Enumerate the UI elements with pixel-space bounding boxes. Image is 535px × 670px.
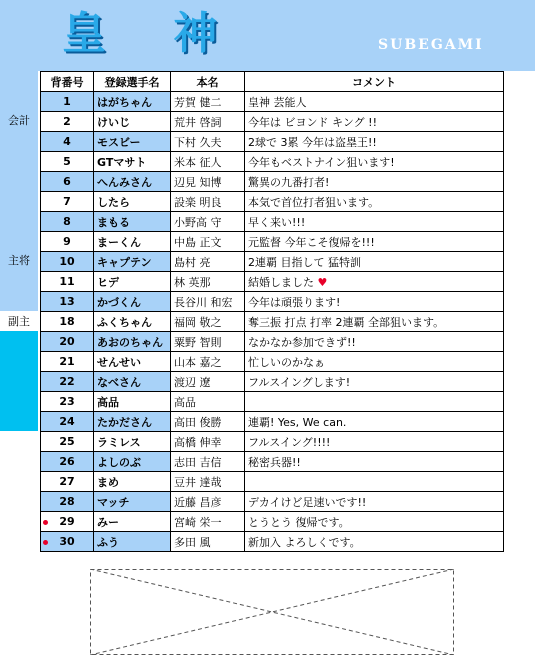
cell-number: 4: [41, 132, 94, 152]
cell-name: 粟野 智則: [171, 332, 245, 352]
table-row: [41, 492, 504, 512]
cell-number: 11: [41, 272, 94, 292]
cell-number: 25: [41, 432, 94, 452]
cell-name: 長谷川 和宏: [171, 292, 245, 312]
table-row: [41, 472, 504, 492]
cell-nick: 高品: [94, 392, 171, 412]
cell-name: 小野高 守: [171, 212, 245, 232]
header-number: 背番号: [41, 72, 94, 92]
cell-number: 6: [41, 172, 94, 192]
role-kaikei: 会計: [8, 114, 30, 127]
table-row: [41, 332, 504, 352]
cell-number: 13: [41, 292, 94, 312]
cell-name: 高品: [171, 392, 245, 412]
cell-name: 米本 征人: [171, 152, 245, 172]
cell-number: 1: [41, 92, 94, 112]
cell-name: 島村 亮: [171, 252, 245, 272]
cell-comment: 今年は頑張ります!: [245, 292, 504, 312]
cell-comment: 2連覇 目指して 猛特訓: [245, 252, 504, 272]
cell-number: 24: [41, 412, 94, 432]
cell-name: 林 英那: [171, 272, 245, 292]
cell-comment: [245, 472, 504, 492]
cell-number: 26: [41, 452, 94, 472]
cell-number: 21: [41, 352, 94, 372]
page-title: 皇 神: [62, 8, 244, 59]
table-row: [41, 352, 504, 372]
cell-nick: したら: [94, 192, 171, 212]
cell-comment: 連覇! Yes, We can.: [245, 412, 504, 432]
header-nick: 登録選手名: [94, 72, 171, 92]
cell-nick: せんせい: [94, 352, 171, 372]
cell-comment: デカイけど足速いです!!: [245, 492, 504, 512]
table-row: [41, 532, 504, 552]
page-subtitle: SUBEGAMI: [378, 37, 484, 53]
cell-comment: 今年は ビヨンド キング !!: [245, 112, 504, 132]
table-row: [41, 412, 504, 432]
header-comment: コメント: [245, 72, 504, 92]
cell-number: 29: [41, 512, 94, 532]
table-row: [41, 152, 504, 172]
table-row: [41, 192, 504, 212]
red-dot-icon: [43, 520, 48, 525]
cell-nick: なべさん: [94, 372, 171, 392]
cell-comment: 本気で首位打者狙います。: [245, 192, 504, 212]
broken-image-icon: [90, 569, 454, 655]
cell-nick: ヒデ: [94, 272, 171, 292]
cell-nick: ふう: [94, 532, 171, 552]
cell-comment: 2球で 3累 今年は盗塁王!!: [245, 132, 504, 152]
role-shusho: 主将: [8, 254, 30, 267]
role-fukushu: 副主: [8, 315, 30, 328]
table-row: [41, 432, 504, 452]
cell-number: 2: [41, 112, 94, 132]
cell-name: 福岡 敬之: [171, 312, 245, 332]
cell-nick: よしのぶ: [94, 452, 171, 472]
cell-number: 23: [41, 392, 94, 412]
cell-number: 10: [41, 252, 94, 272]
cell-nick: あおのちゃん: [94, 332, 171, 352]
cell-comment: 皇神 芸能人: [245, 92, 504, 112]
cell-nick: へんみさん: [94, 172, 171, 192]
cell-number: 28: [41, 492, 94, 512]
left-band: [0, 71, 38, 311]
cell-nick: モスビー: [94, 132, 171, 152]
cell-comment: 忙しいのかなぁ: [245, 352, 504, 372]
table-row: [41, 232, 504, 252]
cell-nick: キャプテン: [94, 252, 171, 272]
cell-number: 27: [41, 472, 94, 492]
cell-number: 5: [41, 152, 94, 172]
cell-comment: 奪三振 打点 打率 2連覇 全部狙います。: [245, 312, 504, 332]
cell-number: 7: [41, 192, 94, 212]
cell-nick: はがちゃん: [94, 92, 171, 112]
cell-comment: なかなか参加できず!!: [245, 332, 504, 352]
cell-nick: まーくん: [94, 232, 171, 252]
cell-name: 志田 吉信: [171, 452, 245, 472]
cell-nick: まもる: [94, 212, 171, 232]
cell-nick: けいじ: [94, 112, 171, 132]
cell-name: 辺見 知博: [171, 172, 245, 192]
roster-table: [40, 71, 504, 552]
cell-comment: 驚異の九番打者!: [245, 172, 504, 192]
cell-name: 多田 風: [171, 532, 245, 552]
table-row: [41, 372, 504, 392]
cell-comment: 秘密兵器!!: [245, 452, 504, 472]
cell-nick: GTマサト: [94, 152, 171, 172]
heart-icon: ♥: [314, 275, 328, 289]
cell-nick: ふくちゃん: [94, 312, 171, 332]
cell-name: 設楽 明良: [171, 192, 245, 212]
cell-name: 高橋 伸幸: [171, 432, 245, 452]
cell-nick: かづくん: [94, 292, 171, 312]
table-row: [41, 512, 504, 532]
cell-name: 渡辺 遼: [171, 372, 245, 392]
table-row: [41, 252, 504, 272]
cell-comment: フルスイング!!!!: [245, 432, 504, 452]
cell-comment: 元監督 今年こそ復帰を!!!: [245, 232, 504, 252]
table-row: [41, 92, 504, 112]
cell-comment: 結婚しました ♥: [245, 272, 504, 292]
cell-name: 芳賀 健二: [171, 92, 245, 112]
cell-number: 30: [41, 532, 94, 552]
cell-number: 20: [41, 332, 94, 352]
cell-nick: ラミレス: [94, 432, 171, 452]
header-banner: [0, 0, 535, 71]
cell-number: 9: [41, 232, 94, 252]
header-name: 本名: [171, 72, 245, 92]
cell-comment: とうとう 復帰です。: [245, 512, 504, 532]
cell-name: 山本 嘉之: [171, 352, 245, 372]
table-row: [41, 212, 504, 232]
table-row: [41, 132, 504, 152]
cell-nick: たかださん: [94, 412, 171, 432]
cell-name: 宮崎 栄一: [171, 512, 245, 532]
cell-number: 22: [41, 372, 94, 392]
cell-comment: 今年もベストナイン狙います!: [245, 152, 504, 172]
red-dot-icon: [43, 540, 48, 545]
cell-nick: みー: [94, 512, 171, 532]
cell-nick: マッチ: [94, 492, 171, 512]
cell-name: 中島 正文: [171, 232, 245, 252]
cell-name: 荒井 啓詞: [171, 112, 245, 132]
cell-number: 18: [41, 312, 94, 332]
table-header-row: [41, 72, 504, 92]
cell-comment: 早く来い!!!: [245, 212, 504, 232]
cell-name: 高田 俊勝: [171, 412, 245, 432]
table-row: [41, 292, 504, 312]
cell-nick: まめ: [94, 472, 171, 492]
cell-comment: 新加入 よろしくです。: [245, 532, 504, 552]
table-row: [41, 172, 504, 192]
cell-name: 豆井 達哉: [171, 472, 245, 492]
cell-comment: フルスイングします!: [245, 372, 504, 392]
table-row: [41, 112, 504, 132]
cell-name: 下村 久夫: [171, 132, 245, 152]
left-cyan-block: [0, 331, 38, 431]
table-row: [41, 312, 504, 332]
cell-comment: [245, 392, 504, 412]
table-row: [41, 392, 504, 412]
cell-name: 近藤 昌彦: [171, 492, 245, 512]
table-row: [41, 452, 504, 472]
cell-number: 8: [41, 212, 94, 232]
table-row: [41, 272, 504, 292]
